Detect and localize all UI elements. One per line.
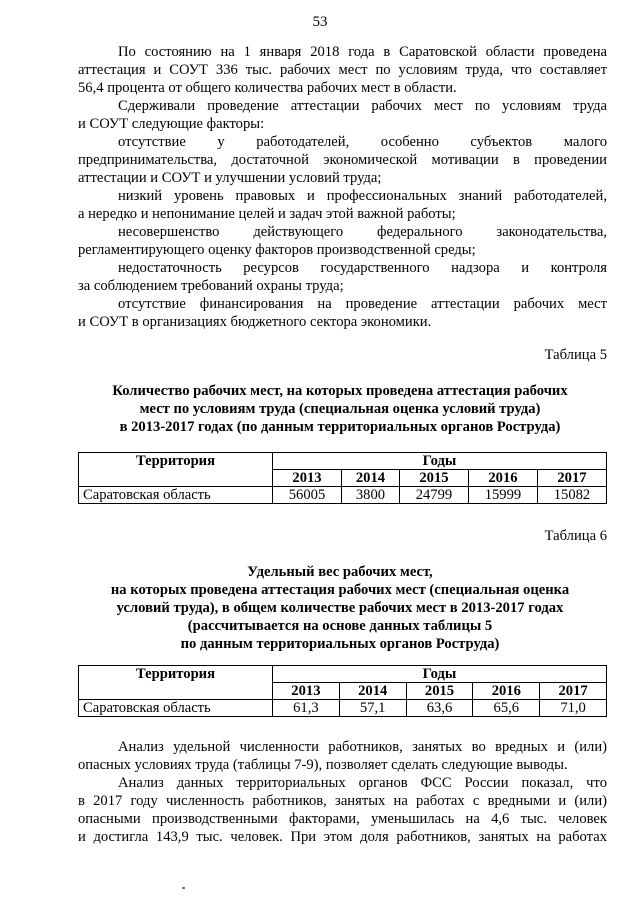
header-years: Годы (273, 453, 607, 470)
text-line: в 2017 году численность работников, занятых на работах с вредными и (или) (78, 793, 607, 809)
text-line: и СОУТ следующие факторы: (78, 116, 265, 132)
year-header: 2017 (540, 683, 607, 700)
text-line: несовершенство действующего федерального законодательства, (118, 224, 607, 240)
table6-label: Таблица 6 (544, 528, 607, 544)
table6-title-line: условий труда), в общем количестве рабочих мест в 2013-2017 годах (116, 600, 564, 616)
text-line: Анализ удельной численности работников, занятых во вредных и (или) (118, 739, 607, 755)
value-cell: 57,1 (339, 700, 406, 717)
value-cell: 63,6 (406, 700, 473, 717)
text-line: опасных условиях труда (таблицы 7-9), позволяет сделать следующие выводы. (78, 757, 568, 773)
header-territory: Территория (79, 666, 273, 700)
table6 (78, 665, 607, 717)
table-row (79, 700, 607, 717)
text-line: за соблюдением требований охраны труда; (78, 278, 344, 294)
text-line: По состоянию на 1 января 2018 года в Саратовской области проведена (118, 44, 607, 60)
text-line: опасными производственными факторами, уменьшилась на 4,6 тыс. человек (78, 811, 607, 827)
table5 (78, 452, 607, 504)
text-line: отсутствие финансирования на проведение аттестации рабочих мест (118, 296, 607, 312)
table6-title-line: (рассчитывается на основе данных таблицы 5 (187, 618, 493, 634)
header-years: Годы (273, 666, 607, 683)
year-header: 2017 (537, 470, 606, 487)
header-territory: Территория (79, 453, 273, 487)
table5-title-line: мест по условиям труда (специальная оценка условий труда) (139, 401, 541, 417)
year-header: 2015 (399, 470, 468, 487)
scan-speck (182, 887, 185, 889)
value-cell: 15082 (537, 487, 606, 504)
value-cell: 61,3 (273, 700, 340, 717)
year-header: 2015 (406, 683, 473, 700)
value-cell: 56005 (273, 487, 342, 504)
value-cell: 15999 (468, 487, 537, 504)
text-line: регламентирующего оценку факторов производственной среды; (78, 242, 476, 258)
text-line: Сдерживали проведение аттестации рабочих мест по условиям труда (118, 98, 607, 114)
table5-title-line: Количество рабочих мест, на которых проведена аттестация рабочих (112, 383, 568, 399)
year-header: 2016 (473, 683, 540, 700)
table6-title-line: по данным территориальных органов Роструда) (180, 636, 500, 652)
value-cell: 65,6 (473, 700, 540, 717)
value-cell: 3800 (342, 487, 400, 504)
text-line: 56,4 процента от общего количества рабочих мест в области. (78, 80, 457, 96)
year-header: 2014 (342, 470, 400, 487)
text-line: а нередко и непонимание целей и задач этой важной работы; (78, 206, 456, 222)
territory-cell: Саратовская область (79, 700, 273, 717)
text-line: отсутствие у работодателей, особенно субъектов малого (118, 134, 607, 150)
table6-title-line: на которых проведена аттестация рабочих мест (специальная оценка (110, 582, 570, 598)
year-header: 2016 (468, 470, 537, 487)
territory-cell: Саратовская область (79, 487, 273, 504)
year-header: 2014 (339, 683, 406, 700)
page-number: 53 (312, 14, 328, 30)
year-header: 2013 (273, 683, 340, 700)
text-line: аттестации и СОУТ и улучшении условий труда; (78, 170, 382, 186)
text-line: Анализ данных территориальных органов ФСС России показал, что (118, 775, 607, 791)
text-line: недостаточность ресурсов государственного надзора и контроля (118, 260, 607, 276)
table6-title-line: Удельный вес рабочих мест, (247, 564, 433, 580)
text-line: низкий уровень правовых и профессиональных знаний работодателей, (118, 188, 607, 204)
table5-label: Таблица 5 (544, 347, 607, 363)
text-line: предпринимательства, достаточной экономической мотивации в проведении (78, 152, 607, 168)
value-cell: 71,0 (540, 700, 607, 717)
text-line: и СОУТ в организациях бюджетного сектора экономики. (78, 314, 432, 330)
text-line: и достигла 143,9 тыс. человек. При этом доля работников, занятых на работах (78, 829, 607, 845)
table-row (79, 487, 607, 504)
year-header: 2013 (273, 470, 342, 487)
text-line: аттестация и СОУТ 336 тыс. рабочих мест по условиям труда, что составляет (78, 62, 607, 78)
table5-title-line: в 2013-2017 годах (по данным территориальных органов Роструда) (119, 419, 561, 435)
value-cell: 24799 (399, 487, 468, 504)
